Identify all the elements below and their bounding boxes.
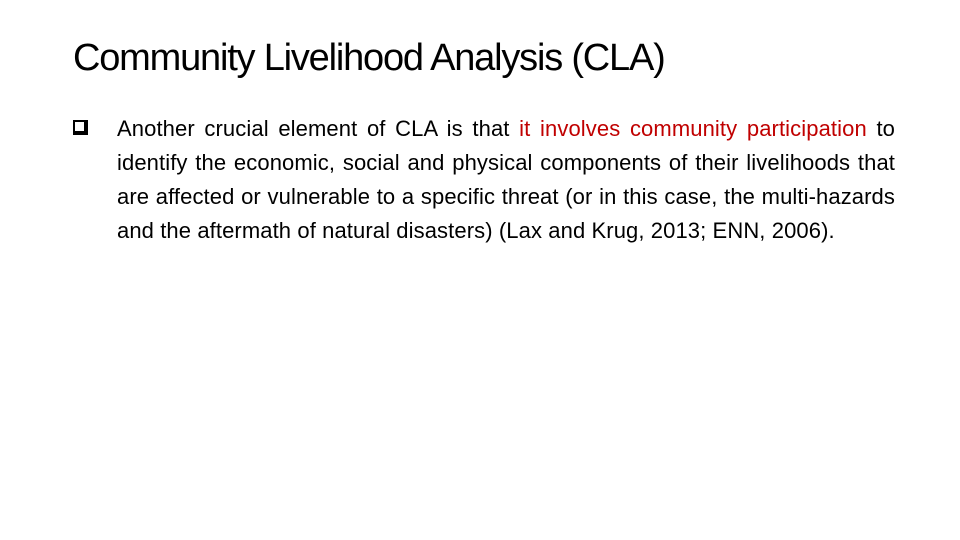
bullet-text-before: Another crucial element of CLA is that (117, 116, 520, 141)
bullet-text-after: to identify the economic, social and physical components of their livelihoods that are affected or vulnerable to a specific threat (or in this case, the multi-hazards and the aftermath of natural disasters) (Lax and Krug, 2013; ENN, 2006). (117, 116, 895, 243)
bullet-highlight: it involves community participation (519, 116, 867, 141)
bullet-item (73, 112, 895, 248)
bullet-text (117, 112, 895, 248)
square-bullet-icon (73, 120, 88, 135)
slide-title: Community Livelihood Analysis (CLA) (73, 37, 665, 79)
